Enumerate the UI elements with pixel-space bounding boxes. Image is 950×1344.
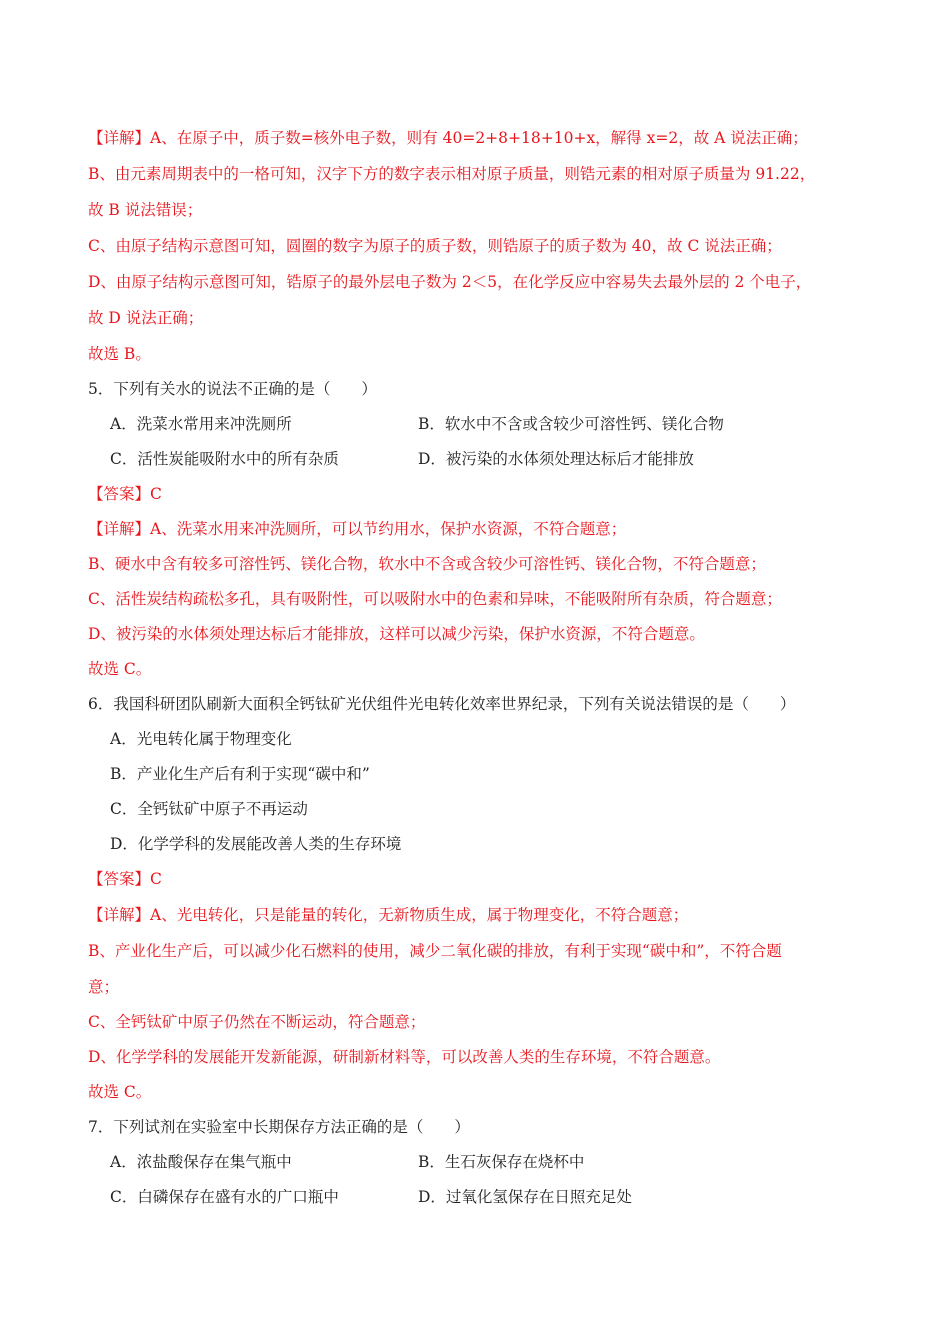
q6-detail-c: C、全钙钛矿中原子仍然在不断运动，符合题意； xyxy=(88,1013,426,1031)
q4-conclusion: 故选 B。 xyxy=(88,345,151,363)
q6-answer: 【答案】C xyxy=(88,870,162,888)
q5-option-b: B．软水中不含或含较少可溶性钙、镁化合物 xyxy=(418,415,724,433)
q7-option-a: A．浓盐酸保存在集气瓶中 xyxy=(110,1153,292,1171)
q6-conclusion: 故选 C。 xyxy=(88,1083,152,1101)
q6-option-c: C．全钙钛矿中原子不再运动 xyxy=(110,800,308,818)
q5-conclusion: 故选 C。 xyxy=(88,660,152,678)
q5-option-d: D．被污染的水体须处理达标后才能排放 xyxy=(418,450,694,468)
q6-option-d: D．化学学科的发展能改善人类的生存环境 xyxy=(110,835,402,853)
q5-detail-a: 【详解】A、洗菜水用来冲洗厕所，可以节约用水，保护水资源，不符合题意； xyxy=(88,520,627,538)
q4-detail-b-line1: B、由元素周期表中的一格可知，汉字下方的数字表示相对原子质量，则锆元素的相对原子质量为 91.22， xyxy=(88,165,816,183)
q4-detail-a: 【详解】A、在原子中，质子数=核外电子数，则有 40=2+8+18+10+x，解得 x=2，故 A 说法正确； xyxy=(88,129,808,147)
q5-detail-d: D、被污染的水体须处理达标后才能排放，这样可以减少污染，保护水资源，不符合题意。 xyxy=(88,625,705,643)
q6-detail-d: D、化学学科的发展能开发新能源，研制新材料等，可以改善人类的生存环境，不符合题意。 xyxy=(88,1048,721,1066)
q4-detail-c: C、由原子结构示意图可知，圆圈的数字为原子的质子数，则锆原子的质子数为 40，故 C 说法正确； xyxy=(88,237,782,255)
q5-stem: 5．下列有关水的说法不正确的是（ ） xyxy=(88,380,377,398)
q5-option-c: C．活性炭能吸附水中的所有杂质 xyxy=(110,450,339,468)
q6-option-b: B．产业化生产后有利于实现“碳中和” xyxy=(110,765,370,783)
q6-stem: 6．我国科研团队刷新大面积全钙钛矿光伏组件光电转化效率世界纪录，下列有关说法错误的是（ ） xyxy=(88,695,796,713)
q7-stem: 7．下列试剂在实验室中长期保存方法正确的是（ ） xyxy=(88,1118,470,1136)
q6-detail-b-line2: 意； xyxy=(88,978,120,996)
q5-answer: 【答案】C xyxy=(88,485,162,503)
q4-detail-b-line2: 故 B 说法错误； xyxy=(88,201,203,219)
q6-detail-a: 【详解】A、光电转化，只是能量的转化，无新物质生成，属于物理变化，不符合题意； xyxy=(88,906,689,924)
q7-option-b: B．生石灰保存在烧杯中 xyxy=(418,1153,585,1171)
q6-detail-b-line1: B、产业化生产后，可以减少化石燃料的使用，减少二氧化碳的排放，有利于实现“碳中和”，不符合题 xyxy=(88,942,782,960)
q5-detail-c: C、活性炭结构疏松多孔，具有吸附性，可以吸附水中的色素和异味，不能吸附所有杂质，符合题意； xyxy=(88,590,782,608)
q6-option-a: A．光电转化属于物理变化 xyxy=(110,730,292,748)
q5-detail-b: B、硬水中含有较多可溶性钙、镁化合物，软水中不含或含较少可溶性钙、镁化合物，不符合题意； xyxy=(88,555,766,573)
q4-detail-d-line2: 故 D 说法正确； xyxy=(88,309,204,327)
q4-detail-d-line1: D、由原子结构示意图可知，锆原子的最外层电子数为 2＜5，在化学反应中容易失去最外层的 2 个电子， xyxy=(88,273,812,291)
q7-option-d: D．过氧化氢保存在日照充足处 xyxy=(418,1188,632,1206)
q5-option-a: A．洗菜水常用来冲洗厕所 xyxy=(110,415,292,433)
q7-option-c: C．白磷保存在盛有水的广口瓶中 xyxy=(110,1188,339,1206)
